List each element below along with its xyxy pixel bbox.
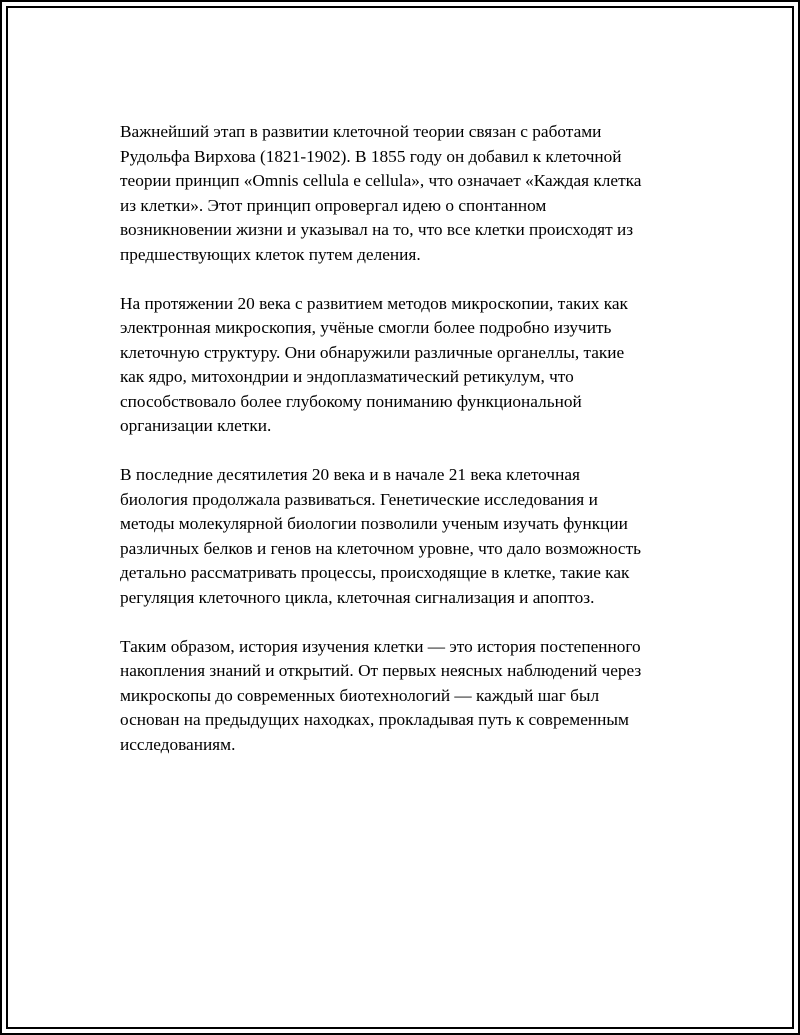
text-line: исследованиям. — [120, 734, 236, 754]
text-line: теории принцип «Omnis cellula e cellula», что означает «Каждая клетка — [120, 171, 642, 190]
text-line: организации клетки. — [120, 416, 272, 435]
text-line: микроскопы до современных биотехнологий — каждый шаг был — [120, 685, 600, 705]
text-line: Важнейший этап в развитии клеточной теории связан с работами — [120, 122, 602, 141]
paragraph-virchow — [120, 120, 692, 267]
text-line: различных белков и генов на клеточном уровне, что дало возможность — [120, 538, 642, 558]
text-line: клеточную структуру. Они обнаружили различные органеллы, такие — [120, 342, 625, 362]
text-line: биология продолжала развиваться. Генетические исследования и — [120, 489, 598, 509]
text-line: детально рассматривать процессы, происходящие в клетке, такие как — [120, 563, 630, 582]
text-line: накопления знаний и открытий. От первых неясных наблюдений через — [120, 661, 642, 680]
text-line: В последние десятилетия 20 века и в начале 21 века клеточная — [120, 465, 580, 484]
text-line: Таким образом, история изучения клетки — это история постепенного — [120, 636, 641, 656]
text-line: методы молекулярной биологии позволили ученым изучать функции — [120, 514, 628, 533]
text-line: как ядро, митохондрии и эндоплазматический ретикулум, что — [120, 367, 574, 386]
paragraph-microscopy — [120, 292, 692, 439]
text-line: возникновении жизни и указывал на то, что все клетки происходят из — [120, 220, 634, 239]
text-line: регуляция клеточного цикла, клеточная сигнализация и апоптоз. — [120, 587, 595, 607]
text-line: предшествующих клеток путем деления. — [120, 244, 421, 264]
text-line: На протяжении 20 века с развитием методов микроскопии, таких как — [120, 293, 628, 313]
text-line: Рудольфа Вирхова (1821-1902). В 1855 году он добавил к клеточной — [120, 146, 622, 166]
text-line: из клетки». Этот принцип опровергал идею о спонтанном — [120, 195, 547, 215]
text-line: способствовало более глубокому пониманию функциональной — [120, 391, 582, 411]
text-line: электронная микроскопия, учёные смогли более подробно изучить — [120, 318, 612, 337]
paragraph-conclusion — [120, 635, 692, 758]
document-body — [120, 120, 692, 782]
text-line: основан на предыдущих находках, прокладывая путь к современным — [120, 710, 629, 729]
paragraph-molecular-biology — [120, 463, 692, 610]
